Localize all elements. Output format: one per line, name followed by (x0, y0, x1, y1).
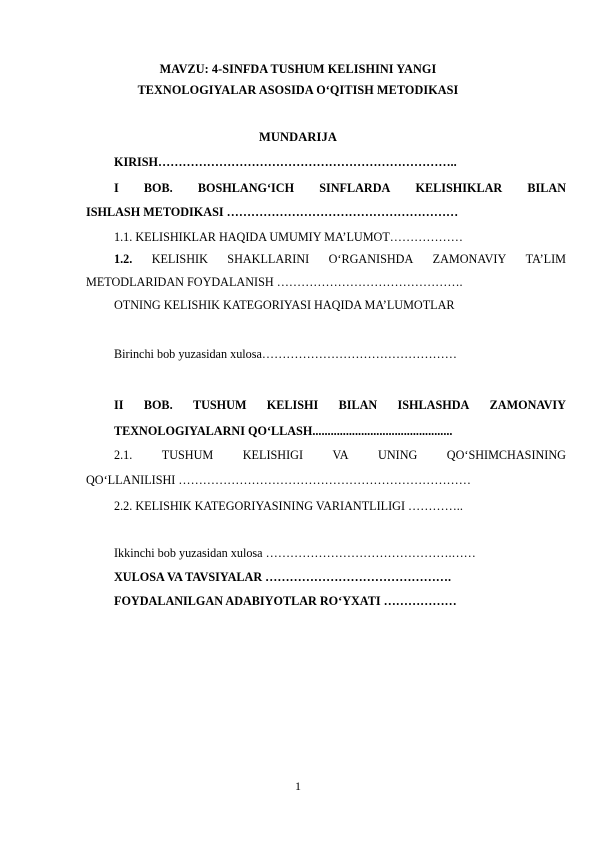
topic-title-line-2: TEXNOLOGIYALAR ASOSIDA O‘QITISH METODIKASI (137, 83, 459, 97)
toc-word: I (114, 181, 119, 195)
toc-word: UNING (378, 448, 418, 462)
toc-word: KELISHIGI (242, 448, 303, 462)
toc-section-title: KELISHIK KATEGORIYASINING VARIANTLILIGI ………….. (135, 499, 463, 513)
toc-chapter-1-line-1 (114, 180, 566, 196)
toc-references: FOYDALANILGAN ADABIYOTLAR RO‘YXATI ……………… (114, 594, 457, 608)
toc-word: SINFLARDA (319, 181, 391, 195)
toc-word: ZAMONAVIY (432, 252, 507, 266)
toc-word: KELISHIK (151, 252, 208, 266)
toc-word: BOB. (143, 398, 173, 412)
toc-conclusion: XULOSA VA TAVSIYALAR ………………………………………. (114, 570, 452, 584)
toc-word: KELISHIKLAR (415, 181, 503, 195)
toc-intro: KIRISH……………………………………………………………….. (114, 155, 457, 169)
toc-word: ZAMONAVIY (489, 398, 566, 412)
toc-section-number: 1.2. (114, 252, 133, 266)
toc-chapter-1-line-2: ISHLASH METODIKASI ………………………………………………… (86, 205, 459, 219)
page-number: 1 (295, 779, 301, 793)
toc-word: KELISHI (266, 398, 319, 412)
toc-section-1-3: OTNING KELISHIK KATEGORIYASI HAQIDA MA’LUMOTLAR (114, 298, 455, 312)
toc-word: BILAN (338, 398, 378, 412)
toc-word: TUSHUM (192, 398, 247, 412)
topic-title-line-1: MAVZU: 4-SINFDA TUSHUM KELISHINI YANGI (159, 62, 437, 76)
toc-chapter-2-line-2: TEXNOLOGIYALARNI QO‘LLASH.............................................. (114, 424, 453, 438)
toc-word: TUSHUM (161, 448, 214, 462)
toc-section-1-2-line-1 (114, 251, 566, 267)
toc-chapter-2-summary: Ikkinchi bob yuzasidan xulosa ……………………………………….…… (114, 546, 476, 560)
toc-word: SHAKLLARINI (227, 252, 310, 266)
contents-heading: MUNDARIJA (259, 130, 337, 144)
toc-section-number: 2.2. (114, 499, 133, 513)
toc-word: TA’LIM (525, 252, 566, 266)
toc-word: VA (332, 448, 349, 462)
toc-word: ISHLASHDA (397, 398, 470, 412)
toc-section-1-2-line-2: METODLARIDAN FOYDALANISH ………………………………………. (86, 275, 463, 289)
toc-word: BILAN (527, 181, 566, 195)
toc-word: QO‘SHIMCHASINING (446, 448, 566, 462)
toc-section-1-1: 1.1. KELISHIKLAR HAQIDA UMUMIY MA’LUMOT……………… (114, 230, 463, 244)
toc-section-2-1-line-2: QO‘LLANILISHI ……………………………………………………………… (86, 473, 471, 487)
toc-word: BOSHLANG‘ICH (197, 181, 295, 195)
toc-word: BOB. (143, 181, 173, 195)
toc-word: II (114, 398, 124, 412)
toc-section-2-2 (114, 498, 463, 514)
toc-section-number: 2.1. (114, 448, 133, 462)
toc-word: O‘RGANISHDA (328, 252, 414, 266)
toc-chapter-2-line-1 (114, 397, 566, 413)
toc-section-2-1-line-1 (114, 447, 566, 463)
toc-chapter-1-summary: Birinchi bob yuzasidan xulosa………………………………………… (114, 347, 457, 361)
